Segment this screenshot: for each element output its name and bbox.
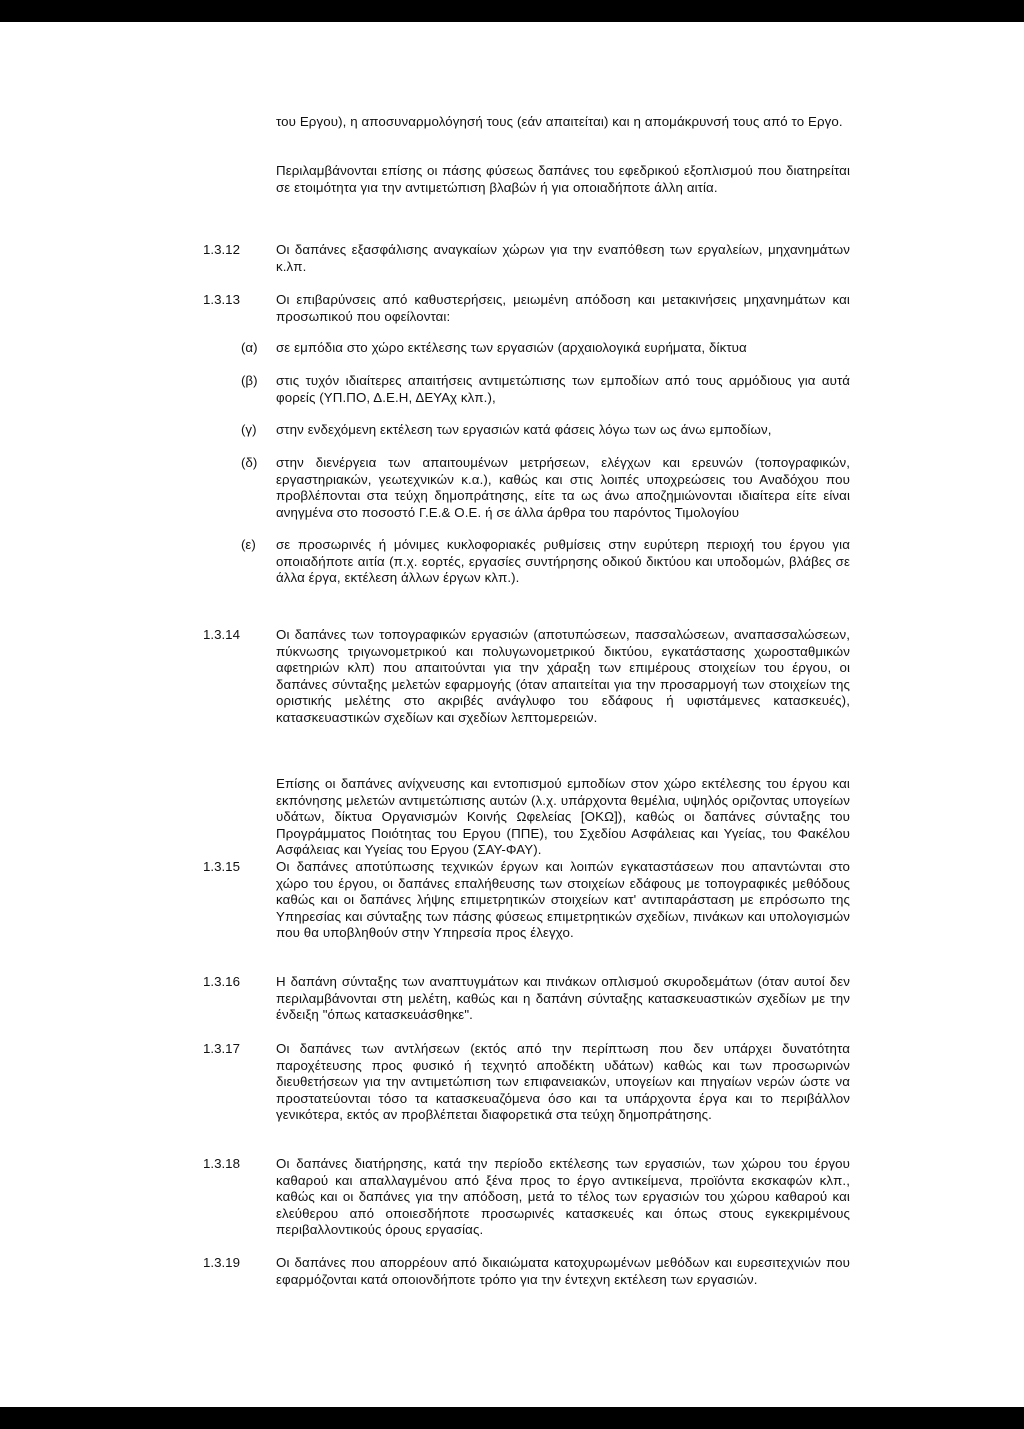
subitem-text: σε εμπόδια στο χώρο εκτέλεσης των εργασιών (αρχαιολογικά ευρήματα, δίκτυα	[276, 340, 747, 355]
subitem-text: στις τυχόν ιδιαίτερες απαιτήσεις αντιμετώπισης των εμποδίων από τους αρμόδιους για αυτά φορείς (ΥΠ.ΠΟ, Δ.Ε.Η, ΔΕΥΑχ κλπ.),	[276, 373, 850, 405]
subitem-label: (δ)	[241, 455, 258, 470]
item-number: 1.3.16	[203, 974, 240, 989]
subitem-text: στην ενδεχόμενη εκτέλεση των εργασιών κατά φάσεις λόγω των ως άνω εμποδίων,	[276, 422, 772, 437]
item-number: 1.3.19	[203, 1255, 240, 1270]
paragraph-intro-2: Περιλαμβάνονται επίσης οι πάσης φύσεως δαπάνες του εφεδρικού εξοπλισμού που διατηρείται σε ετοιμότητα για την αντιμετώπιση βλαβών ή για οποιαδήποτε άλλη αιτία.	[276, 163, 850, 195]
item-text: Οι δαπάνες αποτύπωσης τεχνικών έργων και λοιπών εγκαταστάσεων που απαντώνται στο χώρο του έργου, οι δαπάνες επαλήθευσης των στοιχείων εδάφους με τοπογραφικές μεθόδους καθώς και οι δαπάνες λήψης επιμετρητικών στοιχείων κατ' αντιπαράσταση με επρόσωπο της Υπηρεσίας και σύνταξης των πάσης φύσεως επιμετρητικών σχεδίων, πινάκων και υπολογισμών που θα υποβληθούν στην Υπηρεσία προς έλεγχο.	[276, 859, 850, 940]
item-number: 1.3.13	[203, 292, 240, 307]
item-number: 1.3.12	[203, 242, 240, 257]
item-text: Οι δαπάνες διατήρησης, κατά την περίοδο εκτέλεσης των εργασιών, των χώρου του έργου καθαρού και απαλλαγμένου από ξένα προς το έργο αντικείμενα, προϊόντα εκσκαφών κλπ., καθώς και οι δαπάνες για την απόδοση, μετά το τέλος των εργασιών του χώρου καθαρού και ελεύθερου από οποιεσδήποτε προσωρινές κατασκευές και όπως στους εγκεκριμένους περιβαλλοντικούς όρους εργασίας.	[276, 1156, 850, 1237]
subitem-text: στην διενέργεια των απαιτουμένων μετρήσεων, ελέγχων και ερευνών (τοπογραφικών, εργαστηριακών, γεωτεχνικών κ.α.), καθώς και στις λοιπές υποχρεώσεις του Αναδόχου που προβλέπονται στα τεύχη δημοπράτησης, είτε τα ως άνω αποζημιώνονται ιδιαίτερα είτε είναι ανηγμένα στο ποσοστό Γ.Ε.& Ο.Ε. ή σε άλλα άρθρα του παρόντος Τιμολογίου	[276, 455, 850, 520]
scan-border-bottom	[0, 1407, 1024, 1429]
item-text: Οι δαπάνες εξασφάλισης αναγκαίων χώρων για την εναπόθεση των εργαλείων, μηχανημάτων κ.λπ.	[276, 242, 850, 274]
subitem-text: σε προσωρινές ή μόνιμες κυκλοφοριακές ρυθμίσεις στην ευρύτερη περιοχή του έργου για οποιαδήποτε αιτία (π.χ. εορτές, εργασίες συντήρησης οδικού δικτύου και υποδομών, βλάβες σε άλλα έργα, εκτέλεση άλλων έργων κλπ.).	[276, 537, 850, 585]
item-number: 1.3.14	[203, 627, 240, 642]
paragraph-extra: Επίσης οι δαπάνες ανίχνευσης και εντοπισμού εμποδίων στον χώρο εκτέλεσης του έργου και εκπόνησης μελετών αντιμετώπισης αυτών (λ.χ. υπάρχοντα θεμέλια, υψηλός οριζοντας υπογείων υδάτων, δίκτυα Οργανισμών Κοινής Ωφελείας [ΟΚΩ]), καθώς οι δαπάνες σύνταξης του Προγράμματος Ποιότητας του Εργου (ΠΠΕ), του Σχεδίου Ασφάλειας και Υγείας, του Φακέλου Ασφάλειας και Υγείας του Εργου (ΣΑΥ-ΦΑΥ).	[276, 776, 850, 857]
item-text: Οι δαπάνες των τοπογραφικών εργασιών (αποτυπώσεων, πασσαλώσεων, αναπασσαλώσεων, πύκνωσης τριγωνομετρικού και πολυγωνομετρικού δικτύου, εγκατάστασης χωροσταθμικών αφετηριών κλπ) που απαιτούνται για την χάραξη των επιμέρους στοιχείων του έργου, οι δαπάνες σύνταξης μελετών εφαρμογής (όταν απαιτείται για την προσαρμογή των στοιχείων της οριστικής μελέτης στο ακριβές ανάγλυφο του εδάφους ή υφιστάμενες κατασκευές), κατασκευαστικών σχεδίων και σχεδίων λεπτομερειών.	[276, 627, 850, 725]
subitem-label: (α)	[241, 340, 258, 355]
item-text: Οι επιβαρύνσεις από καθυστερήσεις, μειωμένη απόδοση και μετακινήσεις μηχανημάτων και προσωπικού που οφείλονται:	[276, 292, 850, 324]
item-number: 1.3.15	[203, 859, 240, 874]
paragraph-intro-1: του Εργου), η αποσυναρμολόγησή τους (εάν απαιτείται) και η απομάκρυνσή τους από το Εργο.	[276, 114, 843, 129]
subitem-label: (γ)	[241, 422, 257, 437]
subitem-label: (β)	[241, 373, 258, 388]
item-number: 1.3.18	[203, 1156, 240, 1171]
item-number: 1.3.17	[203, 1041, 240, 1056]
scan-border-top	[0, 0, 1024, 22]
subitem-label: (ε)	[241, 537, 256, 552]
item-text: Οι δαπάνες των αντλήσεων (εκτός από την περίπτωση που δεν υπάρχει δυνατότητα παροχέτευσης προς φυσικό ή τεχνητό αποδέκτη υδάτων) καθώς και των προσωρινών διευθετήσεων για την αντιμετώπιση των επιφανειακών, υπογείων και πηγαίων νερών ώστε να προστατεύονται τόσο τα κατασκευαζόμενα όσο και τα υπάρχοντα έργα και το περιβάλλον γενικότερα, εκτός αν προβλέπεται διαφορετικά στα τεύχη δημοπράτησης.	[276, 1041, 850, 1122]
item-text: Η δαπάνη σύνταξης των αναπτυγμάτων και πινάκων οπλισμού σκυροδεμάτων (όταν αυτοί δεν περιλαμβάνονται στη μελέτη, καθώς και η δαπάνη σύνταξης κατασκευαστικών σχεδίων με την ένδειξη "όπως κατασκευάσθηκε".	[276, 974, 850, 1022]
item-text: Οι δαπάνες που απορρέουν από δικαιώματα κατοχυρωμένων μεθόδων και ευρεσιτεχνιών που εφαρμόζονται κατά οποιονδήποτε τρόπο για την έντεχνη εκτέλεση των εργασιών.	[276, 1255, 850, 1287]
